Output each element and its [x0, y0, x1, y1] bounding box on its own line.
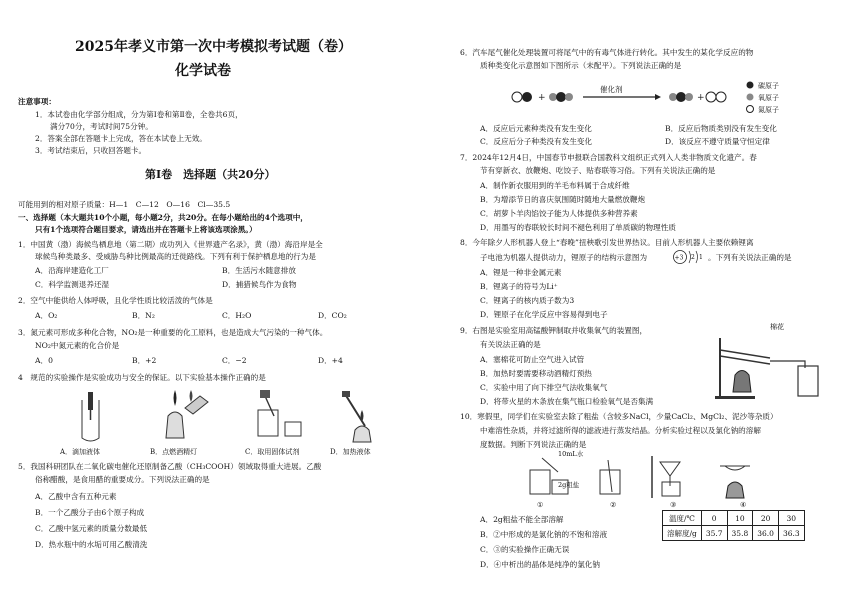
product-molecule-2: [706, 92, 726, 102]
q3-option-b: B．+2: [132, 356, 157, 365]
q4-caption-a: A．滴加液体: [60, 448, 101, 456]
q3-stem: NO₂中氮元素的化合价是: [35, 341, 120, 350]
q5-option-b: B．一个乙酸分子由6个原子构成: [35, 508, 145, 517]
q5-stem: 5．我国科研团队在二氧化碳电催化还原制备乙酸（CH₃COOH）领域取得重大进展。乙酸: [18, 462, 322, 471]
q5-option-c: C．乙酸中氢元素的质量分数最低: [35, 524, 148, 533]
q2-option-d: D．CO₂: [318, 311, 347, 320]
legend-oxygen: 氧原子: [758, 94, 779, 102]
q10-water-label: 10mL水: [558, 450, 584, 458]
q7-option-d: D．用墨写的春联较长时间不褪色利用了单质碳的物理性质: [480, 223, 676, 232]
q9-stem: 有关说法正确的是: [480, 340, 541, 349]
shell-2-electrons: 1: [699, 254, 703, 261]
product-molecule-1: [669, 92, 693, 102]
q4-lab-figures: [60, 386, 390, 446]
q4-stem: 4 规范的实验操作是实验成功与安全的保证。以下实验基本操作正确的是: [18, 373, 266, 382]
q6-stem: 6．汽车尾气催化处理装置可将尾气中的有毒气体进行转化。其中发生的某化学反应的物: [460, 48, 754, 57]
solid-reagent-figure: [258, 390, 301, 436]
q6-reaction-diagram: [505, 80, 735, 114]
q1-stem: 1．中国黄（渤）海候鸟栖息地（第二期）成功列入《世界遗产名录》，黄（渤）海沿岸是全: [18, 240, 323, 249]
q5-option-d: D．热水瓶中的水垢可用乙酸清洗: [35, 540, 148, 549]
q9-option-d: D．将带火星的木条放在集气瓶口检验氧气是否集满: [480, 397, 654, 406]
q8-option-a: A．锂是一种非金属元素: [480, 268, 562, 277]
legend-nitrogen: 氮原子: [758, 106, 779, 114]
exam-subtitle: 化学试卷: [175, 63, 231, 79]
table-cell: 30: [778, 511, 804, 526]
q8-option-d: D．锂原子在化学反应中容易得到电子: [480, 310, 608, 319]
reactant-molecule-2: [549, 92, 573, 102]
q6-option-c: C．反应后分子种类没有发生变化: [480, 137, 593, 146]
table-row: [663, 526, 805, 541]
q1-option-d: D．捕猎候鸟作为食物: [222, 280, 297, 289]
plus-sign: +: [538, 93, 546, 103]
q10-step-3: ③: [670, 501, 677, 509]
q1-option-a: A．沿海岸建造化工厂: [35, 266, 109, 275]
q1-stem: 球候鸟种类最多、受威胁鸟种比例最高的迁徙路线。下列有利于保护栖息地的行为是: [35, 252, 316, 261]
q9-option-c: C．实验中用了向下排空气法收集氧气: [480, 383, 608, 392]
solubility-table: [662, 510, 805, 541]
q10-stem: 度数据。判断下列说法正确的是: [480, 440, 587, 449]
q4-caption-c: C．取用固体试剂: [245, 448, 300, 456]
note-item: 2．答案全部在答题卡上完成，答在本试卷上无效。: [35, 134, 207, 143]
q7-option-c: C．胡萝卜羊肉馅饺子能为人体提供多种营养素: [480, 209, 638, 218]
q3-option-d: D．+4: [318, 356, 343, 365]
q2-stem: 2．空气中能供给人体呼吸，且化学性质比较活泼的气体是: [18, 296, 213, 305]
q10-option-c: C．③的实验操作正确无误: [480, 545, 570, 554]
q10-salt-label: 2g粗盐: [558, 481, 580, 489]
q6-legend-icons: [746, 80, 756, 114]
q9-apparatus-figure: [710, 330, 850, 400]
q8-stem: 8．今年除夕人形机器人登上“春晚”扭秧歌引发世界热议。目前人形机器人主要依赖锂离: [460, 238, 754, 247]
q9-cotton-label: 棉花: [770, 323, 784, 331]
q10-option-d: D．④中析出的晶体是纯净的氯化钠: [480, 560, 600, 569]
step2-beaker: [600, 460, 620, 494]
nucleus-charge: +3: [674, 254, 684, 262]
q9-option-a: A．塞棉花可防止空气进入试管: [480, 355, 585, 364]
shell-1-electrons: 2: [691, 254, 695, 261]
q8-stem-tail: 。下列有关说法正确的是: [708, 253, 792, 262]
q8-option-b: B．锂离子的符号为Li⁺: [480, 282, 558, 291]
q6-option-d: D．该反应不遵守质量守恒定律: [665, 137, 770, 146]
alcohol-lamp: [733, 371, 751, 393]
instruction-line: 一、选择题（本大题共10个小题，每小题2分，共20分。在每小题给出的4个选项中，: [18, 213, 308, 222]
q10-step-1: ①: [537, 501, 544, 509]
note-item: 1．本试卷由化学部分组成，分为第Ⅰ卷和第Ⅱ卷，全卷共6页，: [35, 110, 243, 119]
table-cell: 20: [753, 511, 779, 526]
legend-carbon: 碳原子: [758, 82, 779, 90]
table-cell: 36.0: [753, 526, 779, 541]
note-item: 3．考试结束后，只收回答题卡。: [35, 146, 147, 155]
q6-option-b: B．反应后物质类别没有发生变化: [665, 124, 777, 133]
q10-step-2: ②: [610, 501, 617, 509]
plus-sign: +: [697, 93, 705, 103]
alcohol-lamp-figure: [166, 390, 208, 438]
q1-option-b: B．生活污水随意排放: [222, 266, 296, 275]
table-cell: 35.8: [727, 526, 753, 541]
notes-heading: 注意事项：: [18, 97, 56, 106]
right-column: [440, 0, 860, 608]
q2-option-a: A．O₂: [35, 311, 58, 320]
q10-step-4: ④: [740, 501, 747, 509]
table-cell: 35.7: [701, 526, 727, 541]
q5-stem: 俗称醋酸，是食用醋的重要成分。下列说法正确的是: [35, 475, 210, 484]
note-item: 满分70分，考试时间75分钟。: [50, 122, 153, 131]
reactant-molecule-1: [512, 92, 532, 102]
heating-liquid-figure: [342, 391, 371, 442]
table-row: [663, 511, 805, 526]
q3-stem: 3．氮元素可形成多种化合物，NO₂是一种重要的化工原料，也是造成大气污染的一种气体。: [18, 328, 328, 337]
q7-option-a: A．制作新衣服用到的羊毛布料属于合成纤维: [480, 181, 630, 190]
collection-bottle: [798, 366, 818, 396]
q6-stem: 质种类变化示意图如下图所示（未配平）。下列说法正确的是: [480, 61, 682, 70]
q10-process-figure: [520, 452, 770, 502]
table-cell: 10: [727, 511, 753, 526]
section-title: 第Ⅰ卷 选择题（共20分）: [145, 168, 276, 181]
atomic-mass-line: 可能用到的相对原子质量：H—1 C—12 O—16 Cl—35.5: [18, 200, 231, 209]
stand-base: [715, 396, 755, 399]
q8-stem: 子电池为机器人提供动力，锂原子的结构示意图为: [480, 253, 648, 262]
q9-stem: 9．右图是实验室用高锰酸钾制取并收集氧气的装置图，: [460, 326, 648, 335]
delivery-tube: [770, 361, 805, 368]
q8-option-c: C．锂离子的核内质子数为3: [480, 296, 575, 305]
q7-stem: 节有穿新衣、放鞭炮、吃饺子、贴春联等习俗。下列有关说法正确的是: [480, 166, 716, 175]
step3-filtration: [652, 456, 680, 498]
catalyst-label: 催化剂: [600, 85, 623, 94]
q7-option-b: B．为增添节日的喜庆氛围随时随地大量燃放鞭炮: [480, 195, 646, 204]
q6-option-a: A．反应后元素种类没有发生变化: [480, 124, 592, 133]
q5-option-a: A．乙酸中含有五种元素: [35, 492, 117, 501]
q2-option-b: B．N₂: [132, 311, 155, 320]
table-cell: 溶解度/g: [663, 526, 702, 541]
exam-title: 2025年孝义市第一次中考模拟考试题（卷）: [75, 39, 352, 55]
q10-stem: 10．寒假里，同学们在实验室去除了粗盐（含较多NaCl，少量CaCl₂、MgCl₂、泥沙等杂质）: [460, 412, 778, 421]
instruction-line: 只有1个选项符合题目要求，请选出并在答题卡上将该选项涂黑。）: [35, 225, 257, 234]
q2-option-c: C．H₂O: [222, 311, 252, 320]
step4-evaporation: [720, 466, 750, 498]
dropper-tube-figure: [82, 392, 99, 441]
q10-option-a: A．2g粗盐不能全部溶解: [480, 515, 564, 524]
q10-option-b: B．②中形成的是氯化钠的不饱和溶液: [480, 530, 608, 539]
q10-stem: 中难溶性杂质，并将过滤所得的滤液进行蒸发结晶。分析实验过程以及氯化钠的溶解: [480, 426, 761, 435]
q3-option-a: A．0: [35, 356, 53, 365]
q9-option-b: B．加热时要需要移动酒精灯预热: [480, 369, 592, 378]
table-cell: 36.3: [778, 526, 804, 541]
table-cell: 0: [701, 511, 727, 526]
q7-stem: 7．2024年12月4日，中国春节申报联合国教科文组织正式列入人类非物质文化遗产。春: [460, 153, 757, 162]
q1-option-c: C．科学监测退养还湿: [35, 280, 110, 289]
table-cell: 温度/℃: [663, 511, 702, 526]
q4-caption-b: B．点燃酒精灯: [150, 448, 198, 456]
q3-option-c: C．−2: [222, 356, 247, 365]
lithium-atom-diagram: [672, 248, 706, 266]
q4-caption-d: D．加热液体: [330, 448, 371, 456]
